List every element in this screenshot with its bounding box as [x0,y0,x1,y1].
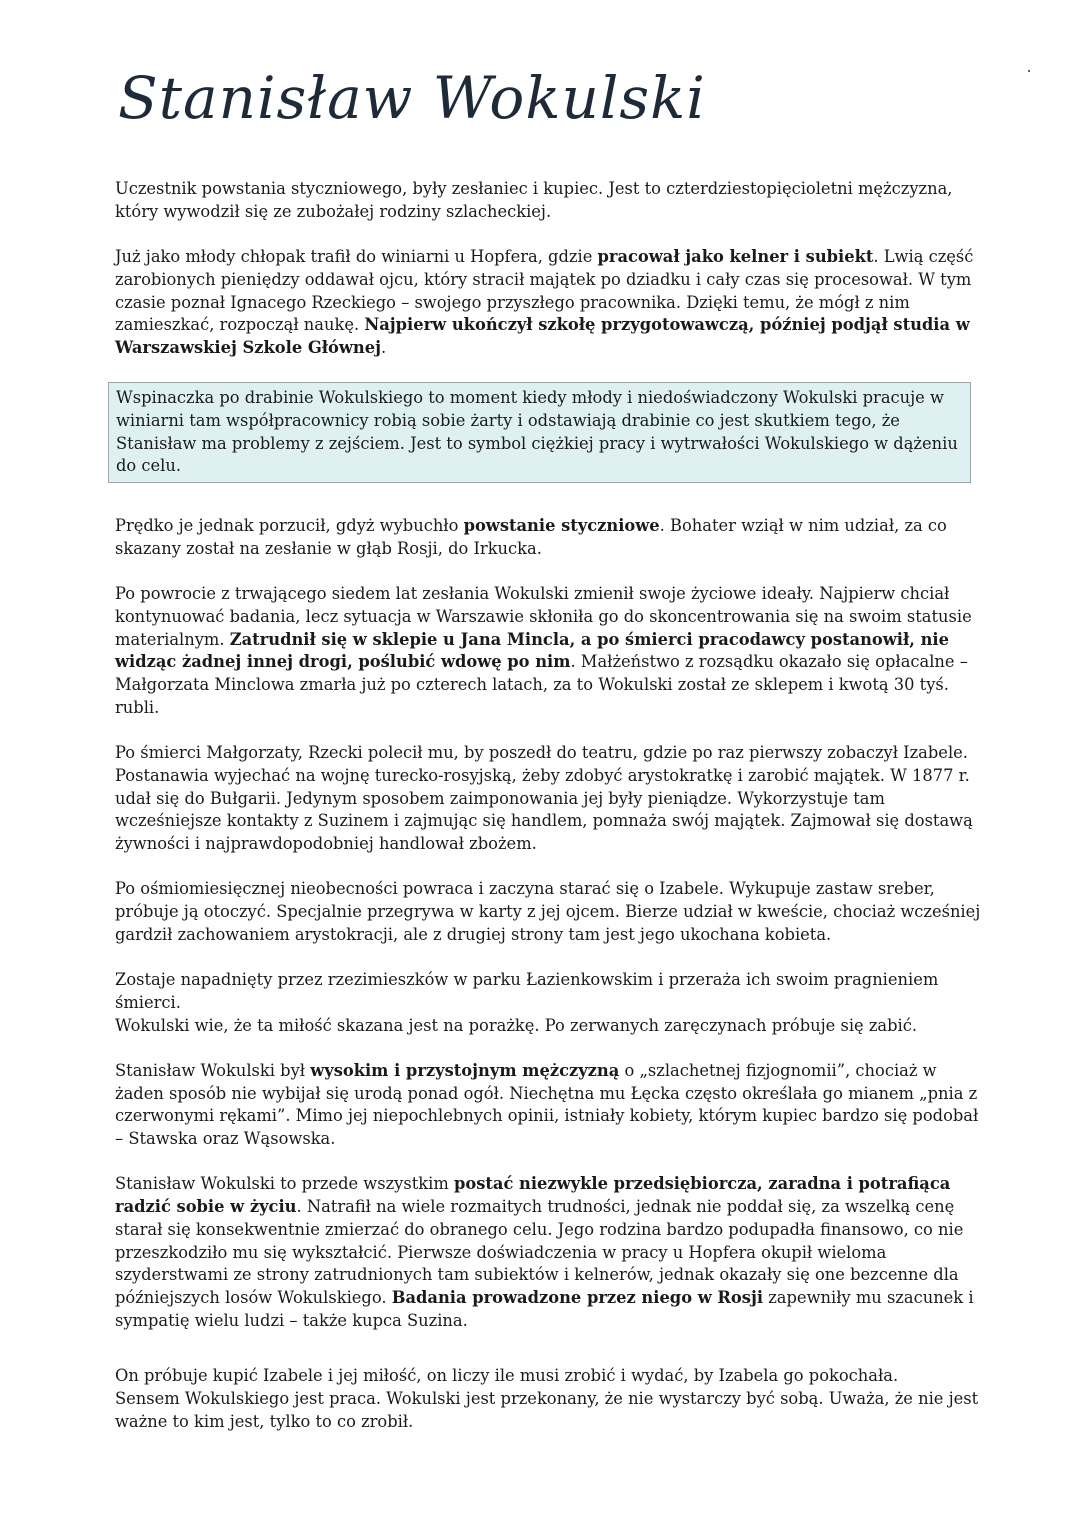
text-segment: . Natrafił na wiele rozmaitych trudności, jednak nie poddał się, za wszelką cenę starał się konsekwentnie zmierzać do obranego celu. Jego rodzina bardzo podupadła finansowo, co nie przeszkodziło mu się wykształcić. Pierwsze doświadczenia w pracy u Hopfera okupił wieloma szyderstwami ze strony zatrudnionych tam subiektów i kelnerów, jednak okazały się one bezcenne dla późniejszych losów Wokulskiego. [115,1197,964,1307]
text-segment: zapewniły mu szacunek i sympatię wielu ludzi – także kupca Suzina. [115,1287,974,1330]
highlight-paragraph [116,387,962,478]
text-segment: Już jako młody chłopak trafił do winiarni u Hopfera, gdzie [115,247,598,267]
paragraph-p10 [115,1173,985,1332]
paragraph-p9 [115,1060,985,1151]
text-segment: o „szlachetnej fizjognomii”, chociaż w żaden sposób nie wybijał się urodą ponad ogół. Niechętna mu Łęcka często określała go mianem „pnia z czerwonymi rękami”. Mimo jej niepochlebnych opinii, istniały kobiety, którym kupiec bardzo się podobał – Stawska oraz Wąsowska. [115,1060,979,1149]
bold-text: Badania prowadzone przez niego w Rosji [391,1287,764,1307]
paragraph-p8 [115,969,985,1037]
paragraph-p6 [115,742,985,856]
bold-text: Najpierw ukończył szkołę przygotowawczą, później podjął studia w Warszawskiej Szkole Głównej [115,315,970,357]
text-segment: . Małżeństwo z rozsądku okazało się opłacalne – Małgorzata Minclowa zmarła już po czterech latach, za to Wokulski został ze sklepem i kwotą 30 tyś. rubli. [115,652,968,717]
bold-text: powstanie styczniowe [463,516,660,536]
text-segment: Po ośmiomiesięcznej nieobecności powraca i zaczyna starać się o Izabele. Wykupuje zastaw sreber, próbuje ją otoczyć. Specjalnie przegrywa w karty z jej ojcem. Bierze udział w kweście, chociaż wcześniej gardził zachowaniem arystokracji, ale z drugiej strony tam jest jego ukochana kobieta. [115,879,981,944]
highlight-box [108,382,971,483]
text-segment: Stanisław Wokulski to przede wszystkim [115,1174,454,1194]
text-segment: Stanisław Wokulski był [115,1060,311,1080]
paragraph-p5 [115,583,985,719]
paragraph-p11 [115,1365,985,1433]
paragraph-p1 [115,178,985,223]
text-segment: Uczestnik powstania styczniowego, były zesłaniec i kupiec. Jest to czterdziestopięcioletni mężczyzna, który wywodził się ze zubożałej rodziny szlacheckiej. [115,179,953,221]
bold-text: pracował jako kelner i subiekt [597,247,874,267]
text-segment: . [381,337,387,357]
text-segment: Sensem Wokulskiego jest praca. Wokulski jest przekonany, że nie wystarczy być sobą. Uważa, że nie jest ważne to kim jest, tylko to co zrobił. [115,1389,979,1431]
text-segment: . Lwią część zarobionych pieniędzy oddawał ojcu, który stracił majątek po dziadku i cały czas się procesował. W tym czasie poznał Ignacego Rzeckiego – swojego przyszłego pracownika. Dzięki temu, że mógł z nim zamieszkać, rozpoczął naukę. [115,247,974,335]
text-segment: Wspinaczka po drabinie Wokulskiego to moment kiedy młody i niedoświadczony Wokulski pracuje w winiarni tam współpracownicy robią sobie żarty i odstawiają drabinie co jest skutkiem tego, że Stanisław ma problemy z zejściem. Jest to symbol ciężkiej pracy i wytrwałości Wokulskiego w dążeniu do celu. [116,388,958,476]
text-segment: On próbuje kupić Izabele i jej miłość, on liczy ile musi zrobić i wydać, by Izabela go pokochała. [115,1366,899,1386]
paragraph-p7 [115,878,985,946]
paragraph-p4 [115,515,985,560]
text-segment: Prędko je jednak porzucił, gdyż wybuchło [115,516,464,536]
text-segment: Po powrocie z trwającego siedem lat zesłania Wokulski zmienił swoje życiowe ideały. Najpierw chciał kontynuować badania, lecz sytuacja w Warszawie skłoniła go do skoncentrowania się na swoim statusie materialnym. [115,584,972,649]
text-segment: Wokulski wie, że ta miłość skazana jest na porażkę. Po zerwanych zaręczynach próbuje się zabić. [115,1015,918,1035]
decorative-dot [1028,70,1030,72]
bold-text: postać niezwykle przedsiębiorcza, zaradna i potrafiąca radzić sobie w życiu [115,1174,951,1217]
text-segment: . Bohater wziął w nim udział, za co skazany został na zesłanie w głąb Rosji, do Irkucka. [115,516,947,558]
document-body [115,178,985,1456]
bold-text: wysokim i przystojnym mężczyzną [310,1060,620,1080]
text-segment: Zostaje napadnięty przez rzezimieszków w parku Łazienkowskim i przeraża ich swoim pragnieniem śmierci. [115,970,939,1012]
bold-text: Zatrudnił się w sklepie u Jana Mincla, a po śmierci pracodawcy postanowił, nie widząc żadnej innej drogi, poślubić wdowę po nim [115,629,949,672]
text-segment: Po śmierci Małgorzaty, Rzecki polecił mu, by poszedł do teatru, gdzie po raz pierwszy zobaczył Izabele. Postanawia wyjechać na wojnę turecko-rosyjską, żeby zdobyć arystokratkę i zarobić majątek. W 1877 r. udał się do Bułgarii. Jedynym sposobem zaimponowania jej były pieniądze. Wykorzystuje tam wcześniejsze kontakty z Suzinem i zajmując się handlem, pomnaża swój majątek. Zajmował się dostawą żywności i najprawdopodobniej handlował zbożem. [115,743,973,853]
paragraph-p2 [115,246,985,360]
page-title: Stanisław Wokulski [118,64,706,132]
